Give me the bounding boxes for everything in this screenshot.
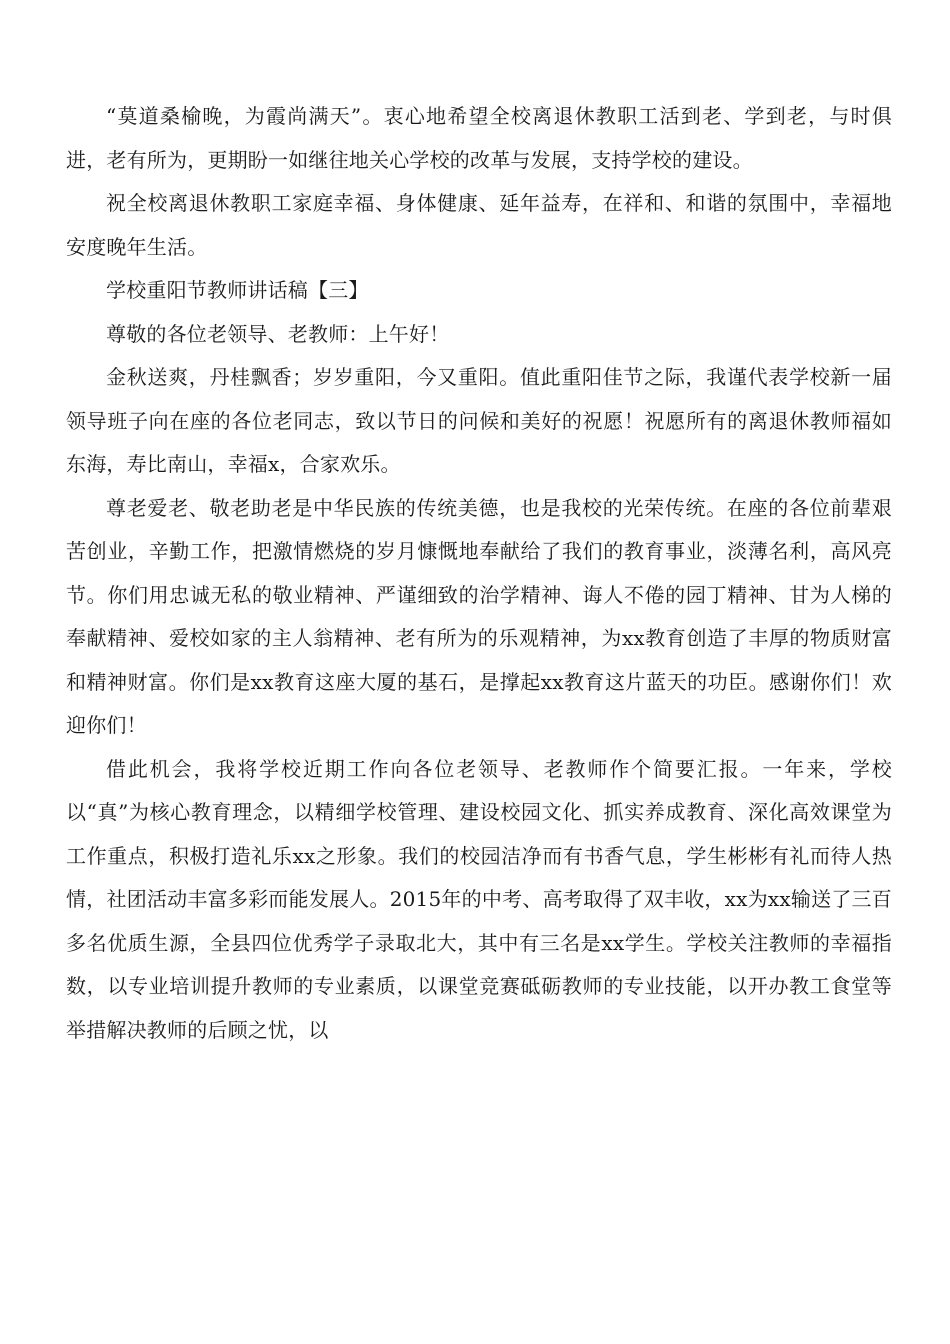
paragraph-salutation: 尊敬的各位老领导、老教师：上午好！ <box>106 321 450 346</box>
paragraph-tribute: 尊老爱老、敬老助老是中华民族的传统美德，也是我校的光荣传统。在座的各位前辈艰苦创业，辛勤工作，把激情燃烧的岁月慷慨地奉献给了我们的教育事业，淡薄名利，高风亮节。你们用忠诚无私的敬业精神、严谨细致的治学精神、诲人不倦的园丁精神、甘为人梯的奉献精神、爱校如家的主人翁精神、老有所为的乐观精神，为xx教育创造了丰厚的物质财富和精神财富。你们是xx教育这座大厦的基石，是撑起xx教育这片蓝天的功臣。感谢你们！欢迎你们！ <box>66 495 892 737</box>
paragraph-greeting: 金秋送爽，丹桂飘香；岁岁重阳，今又重阳。值此重阳佳节之际，我谨代表学校新一届领导班子向在座的各位老同志，致以节日的问候和美好的祝愿！祝愿所有的离退休教师福如东海，寿比南山，幸福x，合家欢乐。 <box>66 365 892 476</box>
paragraph-report: 借此机会，我将学校近期工作向各位老领导、老教师作个简要汇报。一年来，学校以“真”为核心教育理念，以精细学校管理、建设校园文化、抓实养成教育、深化高效课堂为工作重点，积极打造礼乐xx之形象。我们的校园洁净而有书香气息，学生彬彬有礼而待人热情，社团活动丰富多彩而能发展人。2015年的中考、高考取得了双丰收，xx为xx输送了三百多名优质生源，全县四位优秀学子录取北大，其中有三名是xx学生。学校关注教师的幸福指数，以专业培训提升教师的专业素质，以课堂竞赛砥砺教师的专业技能，以开办教工食堂等举措解决教师的后顾之忧，以 <box>66 756 892 1042</box>
document-body <box>66 95 892 1052</box>
section-title: 学校重阳节教师讲话稿【三】 <box>106 278 369 302</box>
paragraph-blessing: 祝全校离退休教职工家庭幸福、身体健康、延年益寿，在祥和、和谐的氛围中，幸福地安度晚年生活。 <box>66 191 892 259</box>
paragraph-closing-wish: “莫道桑榆晚，为霞尚满天”。衷心地希望全校离退休教职工活到老、学到老，与时俱进，老有所为，更期盼一如继往地关心学校的改革与发展，支持学校的建设。 <box>66 104 892 172</box>
